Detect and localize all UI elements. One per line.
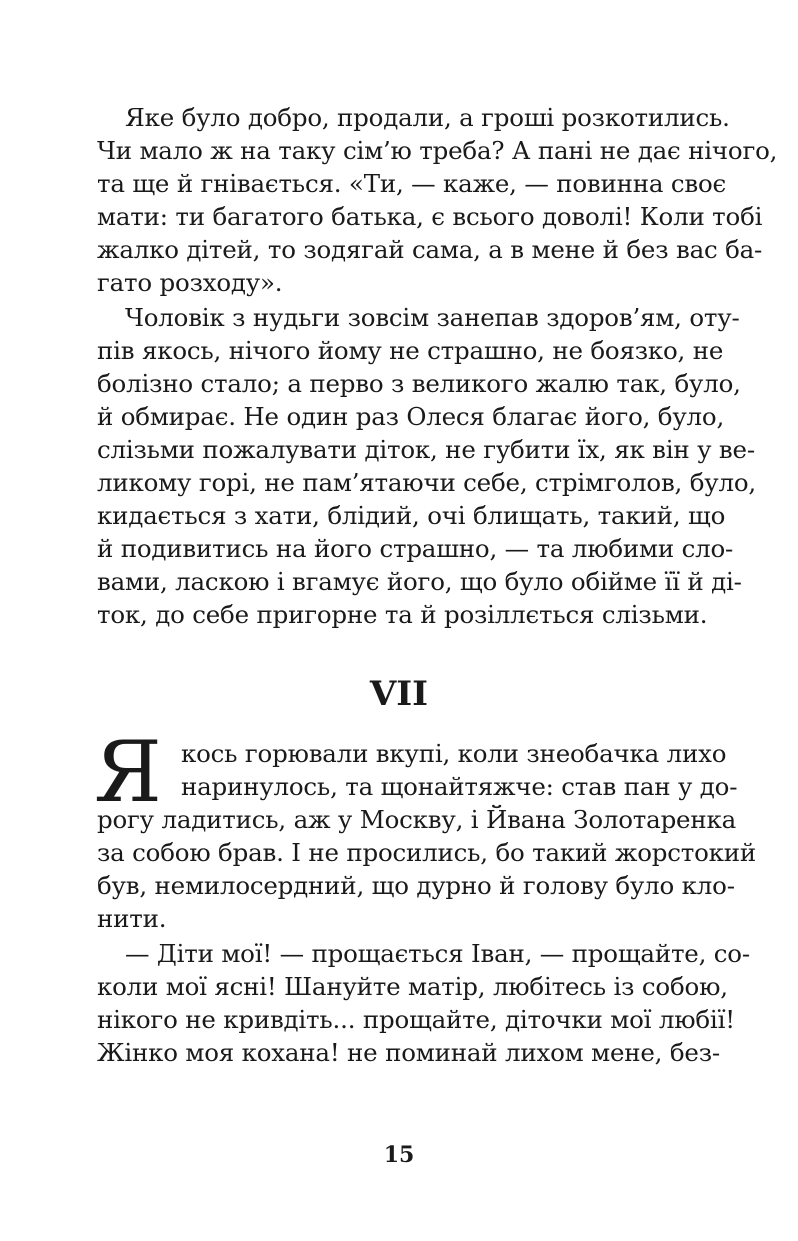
text-line: Чи мало ж на таку сім’ю треба? А пані не дає нічого,	[97, 136, 778, 165]
text-line: нити.	[97, 904, 167, 933]
text-line: гато розходу».	[97, 268, 283, 297]
text-line: кось горювали вкупі, коли знеобачка лихо	[181, 739, 727, 768]
page-number: 15	[383, 1142, 415, 1168]
text-line: мати: ти багатого батька, є всього доволі! Коли тобі	[97, 202, 763, 231]
text-line: та ще й гнівається. «Ти, — каже, — повинна своє	[97, 169, 727, 198]
text-line: за собою брав. І не просились, бо такий жорстокий	[97, 838, 757, 867]
text-line: жалко дітей, то зодягай сама, а в мене й без вас ба-	[97, 235, 763, 264]
text-line: пів якось, нічого йому не страшно, не боязко, не	[97, 336, 724, 365]
text-line: Жінко моя кохана! не поминай лихом мене, без-	[97, 1038, 720, 1067]
text-line: й подивитись на його страшно, — та любими сло-	[97, 534, 734, 563]
text-line: наринулось, та щонайтяжче: став пан у до-	[181, 772, 738, 801]
text-line: Яке було добро, продали, а гроші розкотились.	[125, 103, 730, 132]
drop-cap: Я	[94, 723, 162, 821]
text-line: болізно стало; а перво з великого жалю так, було,	[97, 369, 741, 398]
text-line: коли мої ясні! Шануйте матір, любітесь із собою,	[97, 972, 728, 1001]
text-line: нікого не кривдіть... прощайте, діточки мої любії!	[97, 1005, 735, 1034]
text-line: ток, до себе пригорне та й розіллється слізьми.	[97, 600, 708, 629]
text-line: ликому горі, не пам’ятаючи себе, стрімголов, було,	[97, 468, 756, 497]
text-line: кидається з хати, блідий, очі блищать, такий, що	[97, 501, 726, 530]
text-line: Чоловік з нудьги зовсім занепав здоров’ям, оту-	[125, 303, 740, 332]
text-line: рогу ладитись, аж у Москву, і Йвана Золотаренка	[97, 805, 737, 834]
text-line: — Діти мої! — прощається Іван, — прощайте, со-	[125, 939, 750, 968]
text-line: був, немилосердний, що дурно й голову було кло-	[97, 871, 735, 900]
text-line: й обмирає. Не один раз Олеся благає його, було,	[97, 402, 725, 431]
chapter-heading: VII	[369, 674, 429, 714]
text-line: слізьми пожалувати діток, не губити їх, як він у ве-	[97, 435, 755, 464]
text-line: вами, ласкою і вгамує його, що було обійме її й ді-	[97, 567, 742, 596]
